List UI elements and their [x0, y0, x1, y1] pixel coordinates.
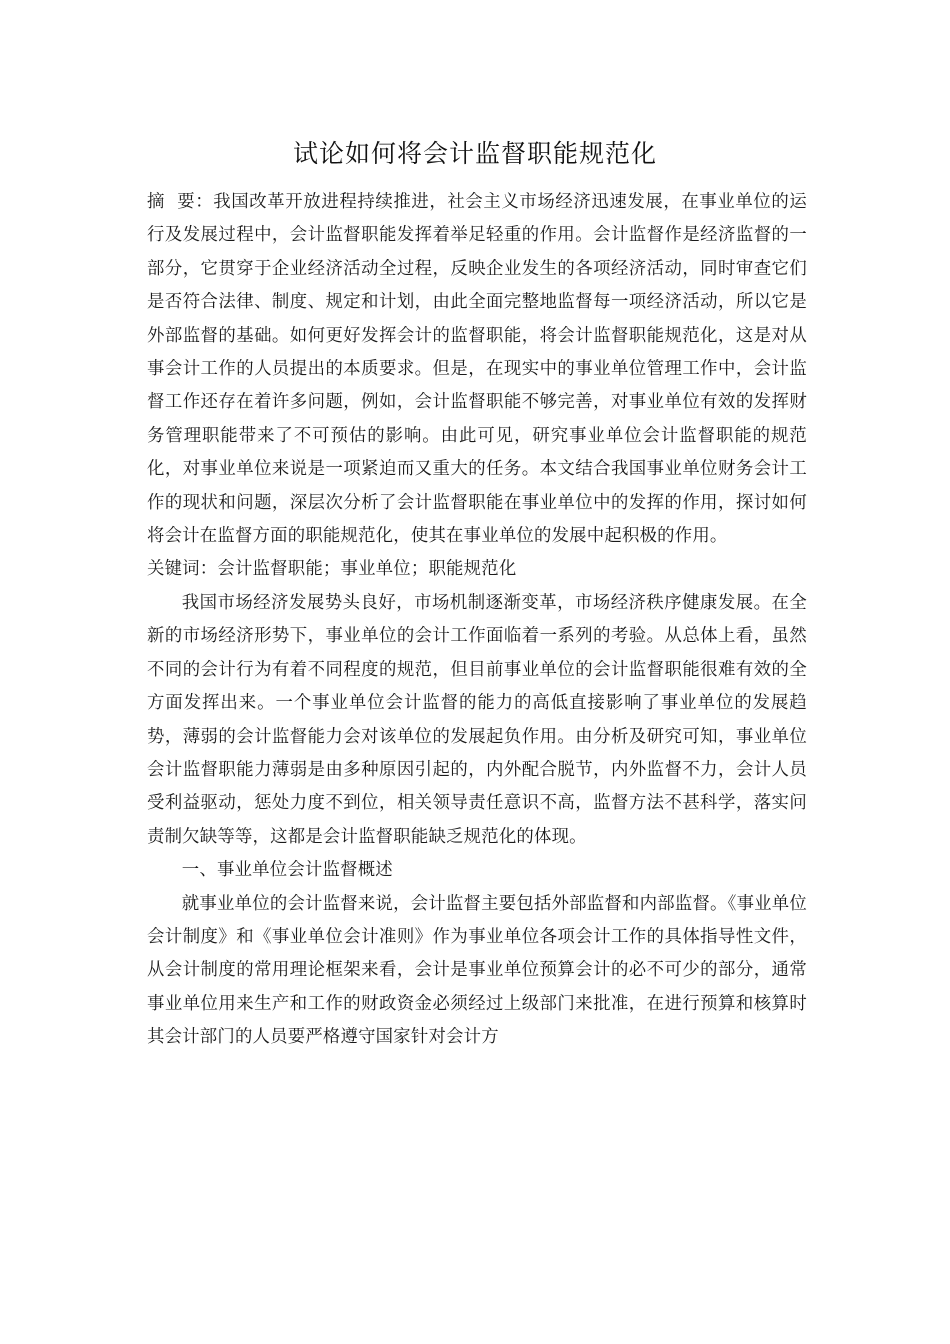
document-title: 试论如何将会计监督职能规范化: [292, 139, 657, 168]
section-heading-1: 一、事业单位会计监督概述: [181, 860, 393, 881]
body-paragraph-1: 我国市场经济发展势头良好，市场机制逐渐变革，市场经济秩序健康发展。在全新的市场经济形势下，事业单位的会计工作面临着一系列的考验。从总体上看，虽然不同的会计行为有着不同程度的规范，但目前事业单位的会计监督职能很难有效的全方面发挥出来。一个事业单位会计监督的能力的高低直接影响了事业单位的发展趋势，薄弱的会计监督能力会对该单位的发展起负作用。由分析及研究可知，事业单位会计监督职能力薄弱是由多种原因引起的，内外配合脱节，内外监督不力，会计人员受利益驱动，惩处力度不到位，相关领导责任意识不高，监督方法不甚科学，落实问责制欠缺等等，这都是会计监督职能缺乏规范化的体现。: [147, 592, 807, 847]
body-paragraph-2: 就事业单位的会计监督来说，会计监督主要包括外部监督和内部监督。《事业单位会计制度》和《事业单位会计准则》作为事业单位各项会计工作的具体指导性文件，从会计制度的常用理论框架来看，会计是事业单位预算会计的必不可少的部分，通常事业单位用来生产和工作的财政资金必须经过上级部门来批准，在进行预算和核算时其会计部门的人员要严格遵守国家针对会计方: [147, 893, 807, 1048]
abstract-text: 我国改革开放进程持续推进，社会主义市场经济迅速发展，在事业单位的运行及发展过程中，会计监督职能发挥着举足轻重的作用。会计监督作是经济监督的一部分，它贯穿于企业经济活动全过程，反映企业发生的各项经济活动，同时审查它们是否符合法律、制度、规定和计划，由此全面完整地监督每一项经济活动，所以它是外部监督的基础。如何更好发挥会计的监督职能，将会计监督职能规范化，这是对从事会计工作的人员提出的本质要求。但是，在现实中的事业单位管理工作中，会计监督工作还存在着许多问题，例如，会计监督职能不够完善，对事业单位有效的发挥财务管理职能带来了不可预估的影响。由此可见，研究事业单位会计监督职能的规范化，对事业单位来说是一项紧迫而又重大的任务。本文结合我国事业单位财务会计工作的现状和问题，深层次分析了会计监督职能在事业单位中的发挥的作用，探讨如何将会计在监督方面的职能规范化，使其在事业单位的发展中起积极的作用。: [147, 192, 807, 547]
abstract-paragraph: [147, 186, 807, 553]
keywords-paragraph: [147, 553, 807, 586]
document-body: [147, 186, 807, 1055]
keywords-text: 会计监督职能；事业单位；职能规范化: [217, 559, 517, 580]
abstract-label: 摘 要：: [147, 192, 214, 212]
keywords-label: 关键词：: [147, 559, 218, 580]
